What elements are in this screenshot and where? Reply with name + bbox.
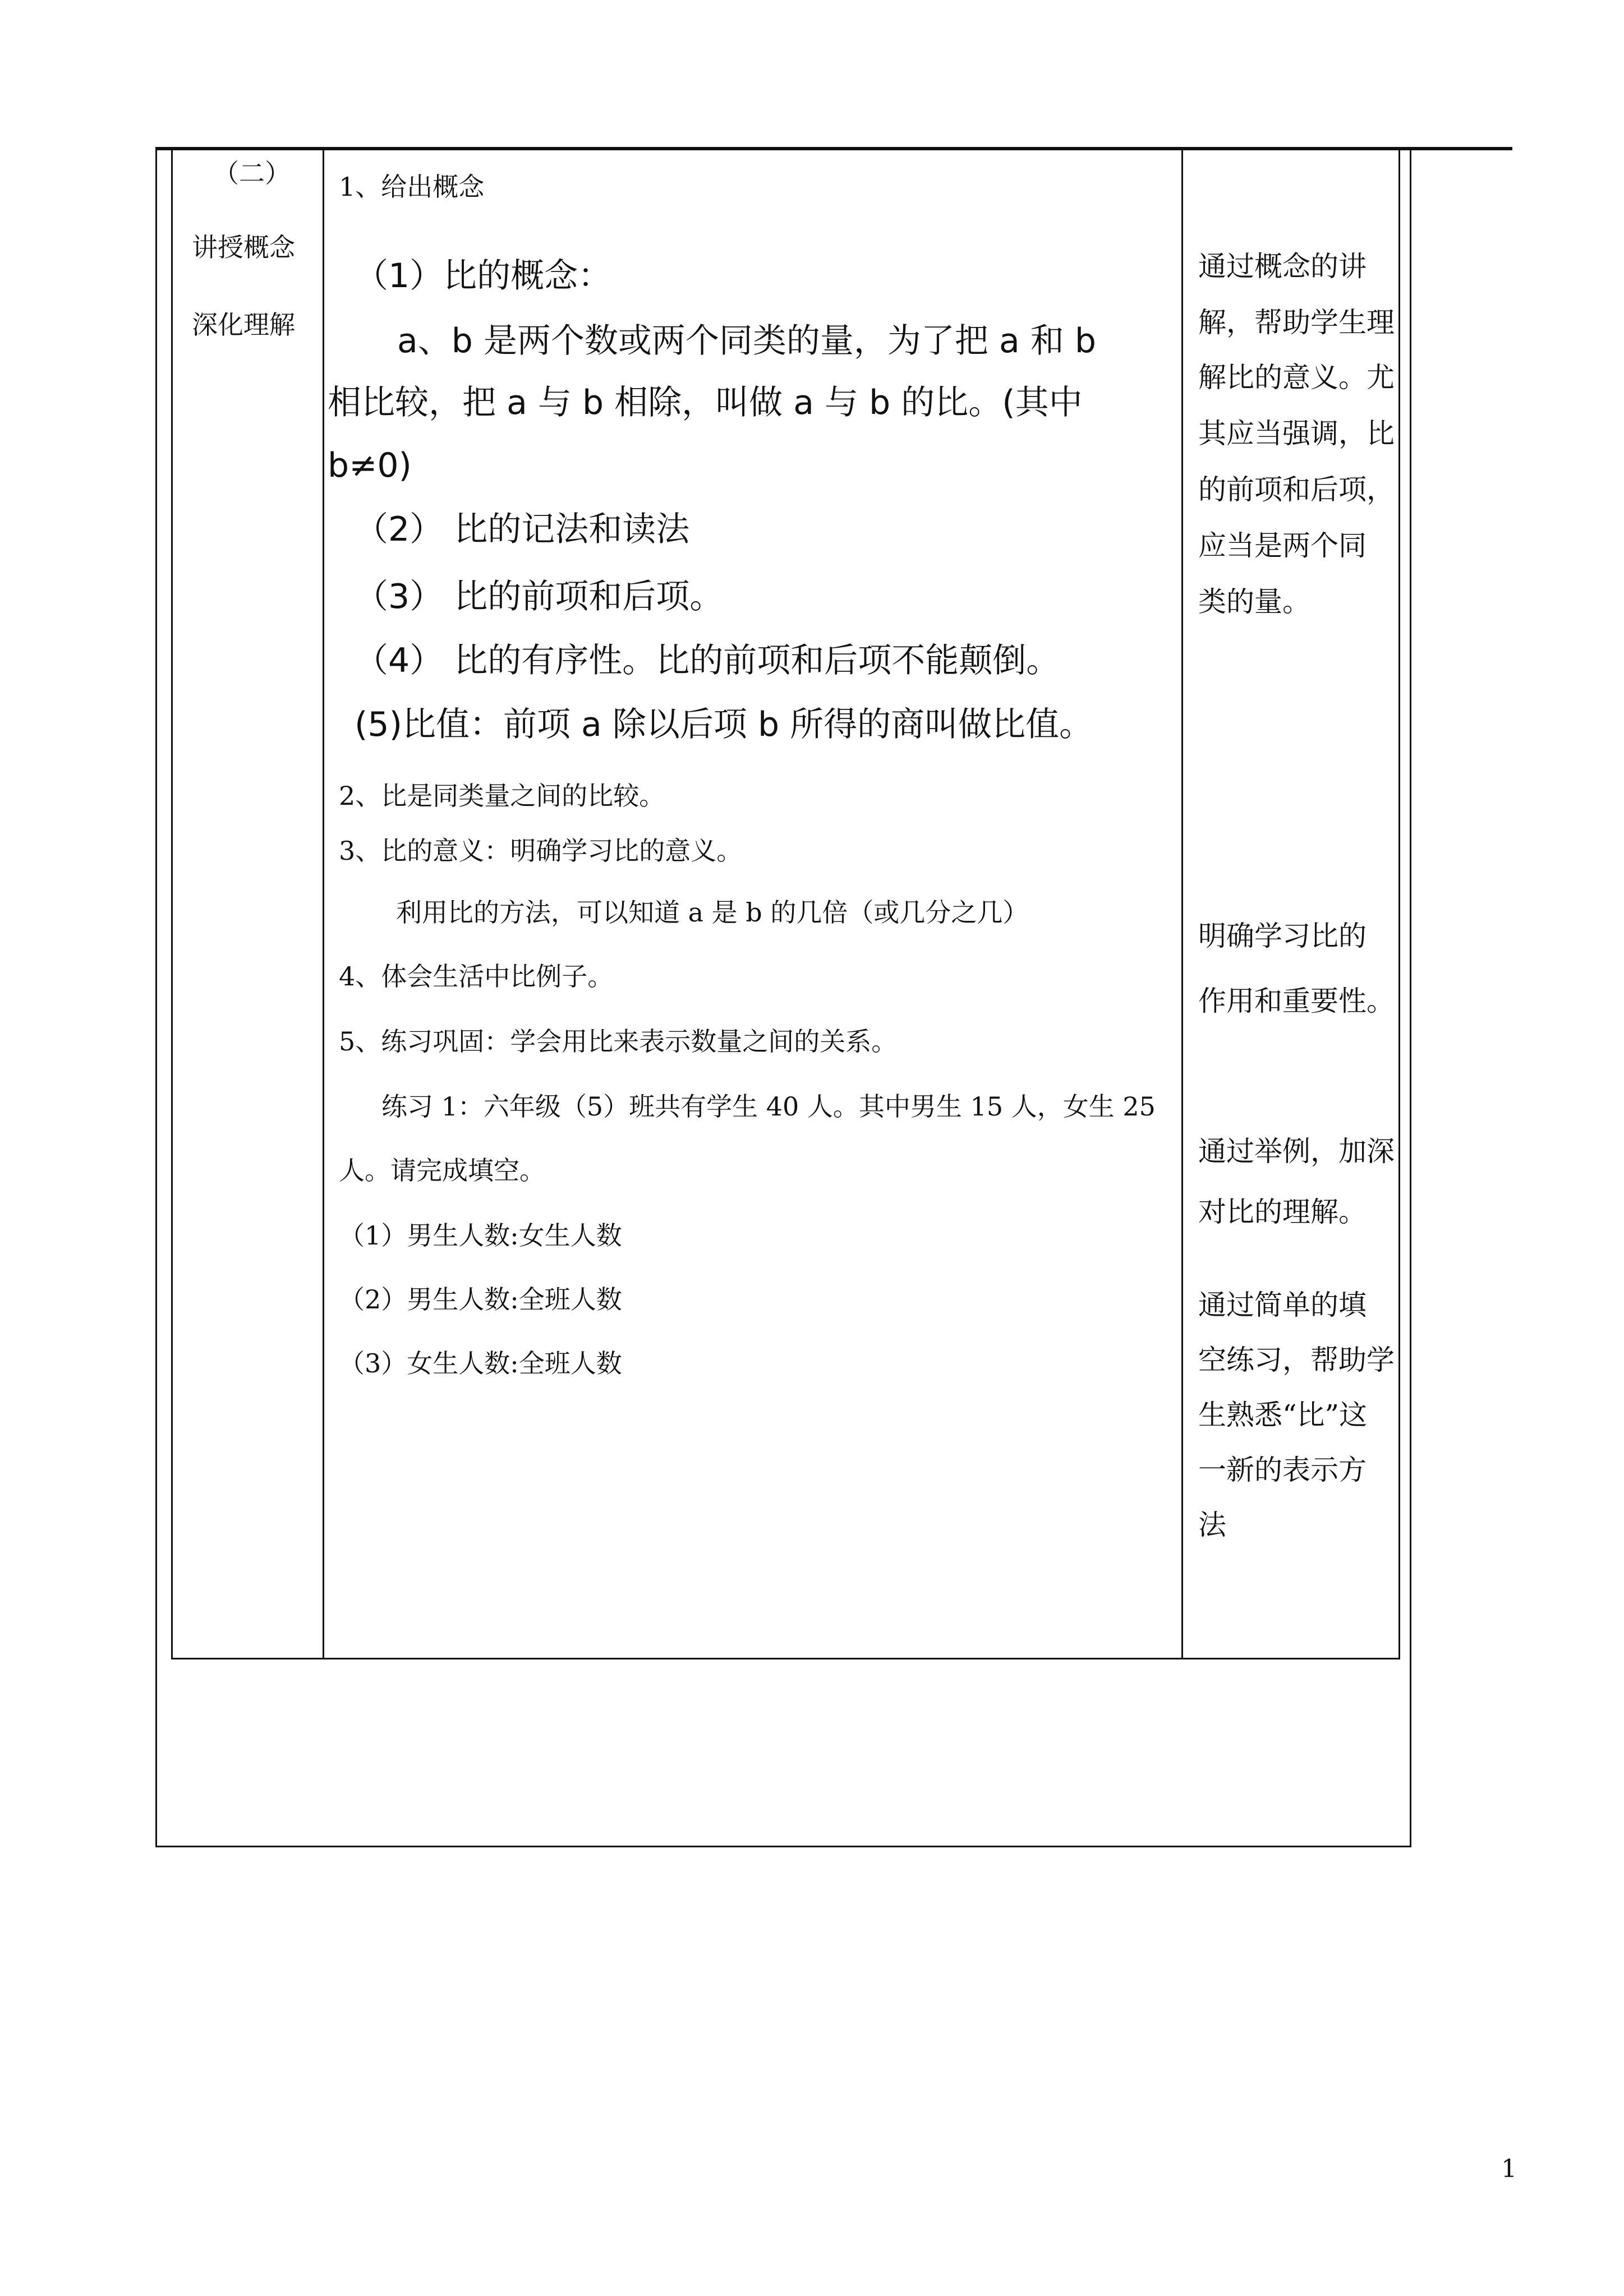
note-4-line4: 一新的表示方 (1198, 1454, 1367, 1486)
note-4-line1: 通过简单的填 (1198, 1289, 1367, 1321)
concept-point-5: (5)比值：前项 a 除以后项 b 所得的商叫做比值。 (355, 705, 1093, 744)
outer-right-border (1410, 147, 1411, 1847)
row-label-line3: 深化理解 (192, 310, 295, 340)
item-4: 4、体会生活中比例子。 (339, 961, 614, 992)
note-2-line2: 作用和重要性。 (1198, 985, 1395, 1017)
concept-definition-line1: a、b 是两个数或两个同类的量，为了把 a 和 b (397, 321, 1096, 361)
note-1-line3: 解比的意义。尤 (1198, 361, 1395, 394)
inner-bottom-border (171, 1658, 1400, 1659)
note-1-line7: 类的量。 (1198, 585, 1310, 618)
concept-point-4: （4） 比的有序性。比的前项和后项不能颠倒。 (355, 641, 1060, 680)
item-1: 1、给出概念 (339, 172, 485, 202)
outer-left-border (155, 147, 157, 1847)
concept-definition-line2: 相比较，把 a 与 b 相除，叫做 a 与 b 的比。(其中 (328, 383, 1083, 422)
page-number: 1 (1501, 2155, 1517, 2183)
item-3-sub: 利用比的方法，可以知道 a 是 b 的几倍（或几分之几） (396, 897, 1029, 928)
item-3: 3、比的意义：明确学习比的意义。 (339, 836, 743, 866)
concept-point-3: （3） 比的前项和后项。 (355, 577, 724, 616)
exercise-line2: 人。请完成填空。 (339, 1155, 545, 1186)
note-3-line1: 通过举例，加深 (1198, 1135, 1395, 1168)
exercise-line1: 练习 1：六年级（5）班共有学生 40 人。其中男生 15 人，女生 25 (381, 1091, 1156, 1122)
exercise-question-1: （1）男生人数:女生人数 (339, 1220, 622, 1251)
concept-point-2: （2） 比的记法和读法 (355, 510, 690, 549)
inner-right-border (1398, 147, 1400, 1659)
outer-bottom-border (155, 1846, 1411, 1847)
exercise-question-3: （3）女生人数:全班人数 (339, 1348, 622, 1378)
note-4-line3: 生熟悉“比”这 (1198, 1399, 1368, 1431)
item-5: 5、练习巩固：学会用比来表示数量之间的关系。 (339, 1026, 898, 1057)
note-1-line4: 其应当强调，比 (1198, 417, 1395, 450)
row-label-line2: 讲授概念 (192, 232, 295, 262)
item-2: 2、比是同类量之间的比较。 (339, 781, 665, 811)
concept-definition-line3: b≠0) (328, 446, 412, 485)
note-1-line2: 解，帮助学生理 (1198, 306, 1395, 339)
note-1-line1: 通过概念的讲 (1198, 250, 1367, 283)
note-3-line2: 对比的理解。 (1198, 1196, 1367, 1228)
col-divider-2 (1181, 147, 1183, 1659)
note-2-line1: 明确学习比的 (1198, 920, 1367, 952)
inner-left-border (171, 147, 173, 1659)
note-1-line6: 应当是两个同 (1198, 529, 1367, 562)
note-4-line5: 法 (1198, 1509, 1226, 1541)
row-label-line1: （二） (213, 158, 291, 188)
exercise-question-2: （2）男生人数:全班人数 (339, 1284, 622, 1315)
col-divider-1 (323, 147, 324, 1659)
note-1-line5: 的前项和后项， (1198, 473, 1395, 506)
concept-heading: （1）比的概念： (355, 256, 612, 296)
note-4-line2: 空练习，帮助学 (1198, 1344, 1395, 1376)
top-rule (155, 147, 1512, 150)
